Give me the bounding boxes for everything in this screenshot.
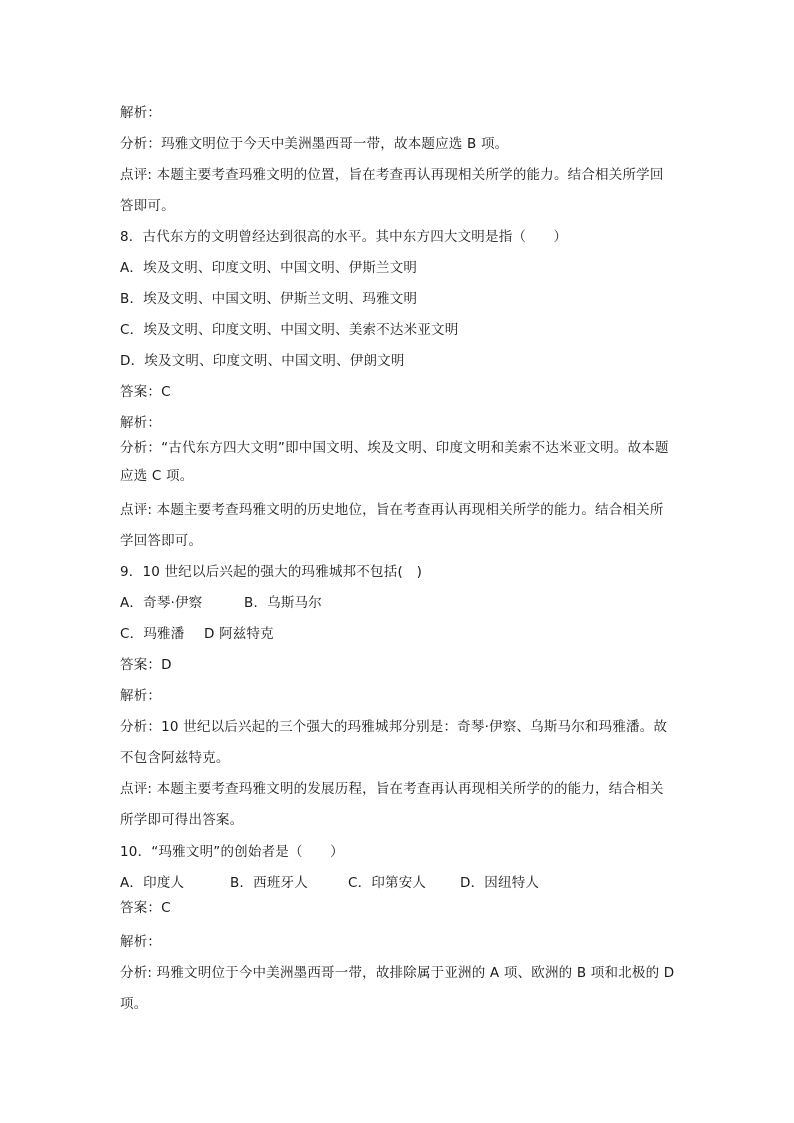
- q8-analysis-heading: 解析：: [120, 415, 162, 431]
- q8-answer: 答案：C: [120, 384, 171, 400]
- q8-fenxi-line1: 分析：“古代东方四大文明”即中国文明、埃及文明、印度文明和美索不达米亚文明。故本题: [120, 440, 669, 456]
- q9-analysis-heading: 解析：: [120, 688, 162, 704]
- q10-answer: 答案：C: [120, 900, 171, 916]
- q8-option-a: A．埃及文明、印度文明、中国文明、伊斯兰文明: [120, 260, 418, 276]
- q8-dianping-line2: 学回答即可。: [120, 533, 203, 549]
- q7-dianping-line1: 点评: 本题主要考查玛雅文明的位置，旨在考查再认再现相关所学的能力。结合相关所学回: [120, 167, 664, 183]
- q8-dianping-line1: 点评: 本题主要考查玛雅文明的历史地位，旨在考查再认再现相关所学的能力。结合相关所: [120, 502, 664, 518]
- q9-dianping-line1: 点评: 本题主要考查玛雅文明的发展历程，旨在考查再认再现相关所学的的能力，结合相关: [120, 781, 664, 797]
- q10-option-a: A．印度人: [120, 875, 185, 891]
- q9-fenxi-line2: 不包含阿兹特克。: [120, 750, 230, 766]
- q7-analysis-heading: 解析：: [120, 105, 162, 121]
- q8-option-c: C．埃及文明、印度文明、中国文明、美索不达米亚文明: [120, 322, 459, 338]
- q10-stem: 10．“玛雅文明”的创始者是（ ）: [120, 844, 344, 860]
- q10-option-b: B．西班牙人: [230, 875, 308, 891]
- q9-option-a: A．奇琴·伊察: [120, 595, 203, 611]
- q8-stem: 8．古代东方的文明曾经达到很高的水平。其中东方四大文明是指（ ）: [120, 229, 568, 245]
- q10-analysis-heading: 解析：: [120, 934, 162, 950]
- q9-options-row1: [120, 594, 322, 612]
- q9-option-d: D 阿兹特克: [204, 626, 274, 642]
- q10-option-d: D．因纽特人: [460, 875, 540, 891]
- q10-option-c: C．印第安人: [348, 875, 427, 891]
- q10-fenxi-line1: 分析: 玛雅文明位于今中美洲墨西哥一带，故排除属于亚洲的 A 项、欧洲的 B 项和北极的 D: [120, 965, 675, 981]
- q10-options-row: [120, 874, 539, 892]
- q8-fenxi-line2: 应选 C 项。: [120, 468, 194, 484]
- q9-answer: 答案：D: [120, 657, 172, 673]
- q8-option-b: B．埃及文明、中国文明、伊斯兰文明、玛雅文明: [120, 291, 418, 307]
- q7-dianping-line2: 答即可。: [120, 198, 175, 214]
- q9-fenxi-line1: 分析：10 世纪以后兴起的三个强大的玛雅城邦分别是：奇琴·伊察、乌斯马尔和玛雅潘。故: [120, 719, 668, 735]
- q9-option-b: B．乌斯马尔: [244, 595, 322, 611]
- q7-fenxi: 分析：玛雅文明位于今天中美洲墨西哥一带，故本题应选 B 项。: [120, 136, 509, 152]
- q9-option-c: C．玛雅潘: [120, 626, 185, 642]
- q9-stem: 9．10 世纪以后兴起的强大的玛雅城邦不包括( ): [120, 564, 423, 580]
- q9-dianping-line2: 所学即可得出答案。: [120, 812, 244, 828]
- q8-option-d: D．埃及文明、印度文明、中国文明、伊朗文明: [120, 353, 405, 369]
- q9-options-row2: [120, 625, 274, 643]
- q10-fenxi-line2: 项。: [120, 996, 148, 1012]
